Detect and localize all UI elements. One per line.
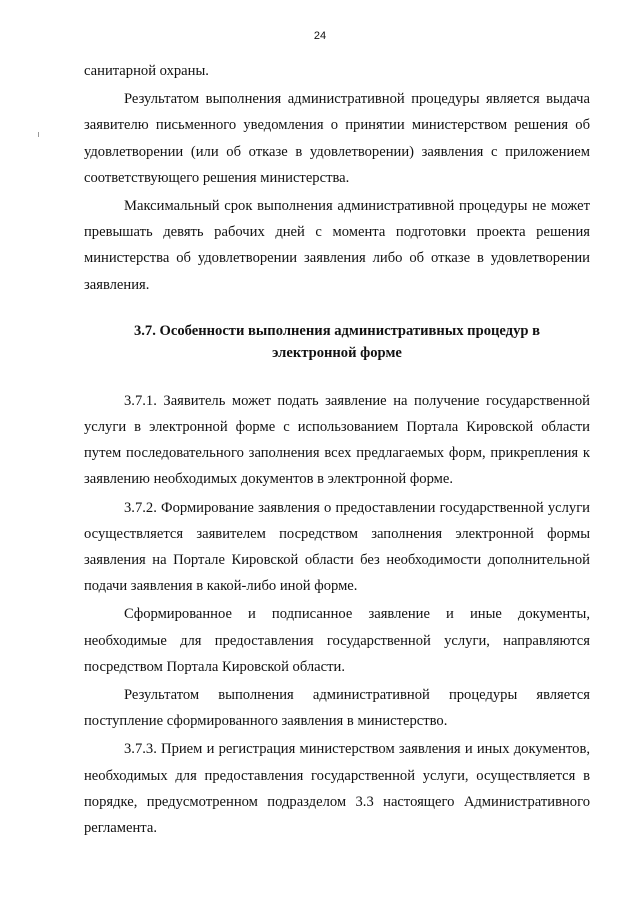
paragraph-3-7-1: 3.7.1. Заявитель может подать заявление на получение государственной услуги в электронной форме с использованием Портала Кировской области путем последовательного заполнения всех предлагаемых форм, прикрепления к заявлению необходимых документов в электронной форме.: [84, 392, 590, 488]
paragraph-3-7-2: 3.7.2. Формирование заявления о предоставлении государственной услуги осуществляется заявителем посредством заполнения электронной формы заявления на Портале Кировской области без необходимости дополнительной подачи заявления в какой-либо иной форме.: [84, 499, 590, 595]
section-heading-line2: электронной форме: [272, 344, 402, 361]
section-heading-line1: 3.7. Особенности выполнения административных процедур в: [133, 322, 541, 339]
paragraph-procedure-result: Результатом выполнения административной процедуры является поступление сформированного заявления в министерство.: [84, 687, 590, 730]
paragraph-continuation: санитарной охраны.: [84, 63, 209, 79]
paragraph-3-7-3: 3.7.3. Прием и регистрация министерством заявления и иных документов, необходимых для предоставления государственной услуги, осуществляется в порядке, предусмотренном подразделом 3.3 настоящего Административного регламента.: [84, 741, 590, 837]
page-number: 24: [313, 30, 327, 42]
paragraph-result: Результатом выполнения административной процедуры является выдача заявителю письменного уведомления о принятии министерством решения об удовлетворении (или об отказе в удовлетворении) заявления с приложением соответствующего решения министерства.: [84, 91, 590, 186]
paragraph-max-term: Максимальный срок выполнения административной процедуры не может превышать девять рабочих дней с момента подготовки проекта решения министерства об удовлетворении заявления либо об отказе в удовлетворении заявления.: [84, 198, 590, 293]
document-body: [84, 58, 590, 841]
section-heading: [84, 320, 590, 364]
margin-mark: [38, 132, 39, 137]
paragraph-signed-documents: Сформированное и подписанное заявление и иные документы, необходимые для предоставления государственной услуги, направляются посредством Портала Кировской области.: [84, 606, 590, 675]
